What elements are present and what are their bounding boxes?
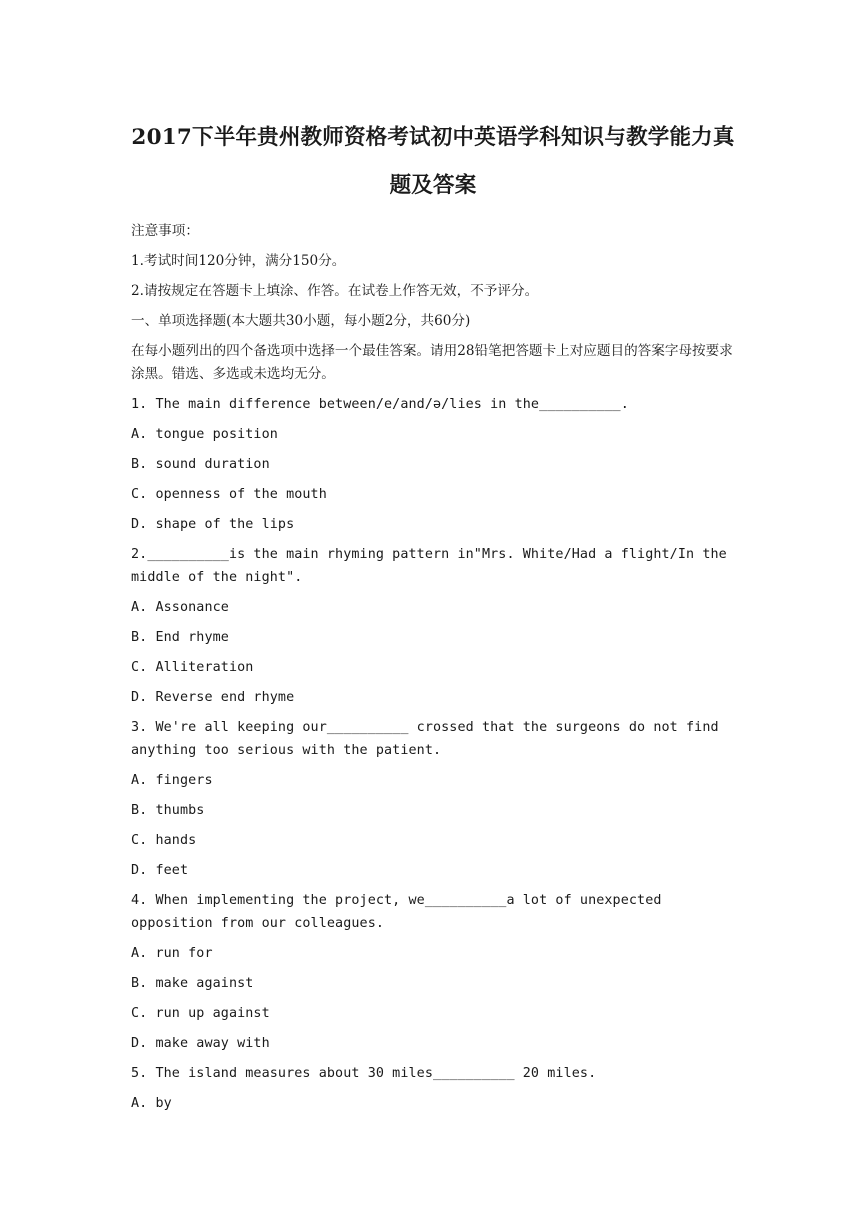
notes-heading: 注意事项：: [131, 223, 199, 239]
question-2-option-a: A. Assonance: [131, 600, 229, 615]
question-5-option-a: A. by: [131, 1096, 172, 1111]
question-4-option-b: B. make against: [131, 976, 254, 991]
question-3-option-a: A. fingers: [131, 773, 213, 788]
question-4-stem: 4. When implementing the project, we__________a lot of unexpected opposition from our colleagues.: [131, 893, 670, 931]
question-5-stem: 5. The island measures about 30 miles__________ 20 miles.: [131, 1066, 597, 1081]
question-4-option-d: D. make away with: [131, 1036, 270, 1051]
note-2: 2.请按规定在答题卡上填涂、作答。在试卷上作答无效，不予评分。: [131, 283, 539, 299]
question-1-option-a: A. tongue position: [131, 427, 278, 442]
question-1-stem: 1. The main difference between/e/and/ə/lies in the__________.: [131, 397, 629, 412]
question-3-stem: 3. We're all keeping our__________ crossed that the surgeons do not find anything too serious with the patient.: [131, 720, 727, 758]
note-1: 1.考试时间120分钟，满分150分。: [131, 253, 346, 269]
question-3-option-b: B. thumbs: [131, 803, 205, 818]
question-1-option-c: C. openness of the mouth: [131, 487, 327, 502]
document-title: 2017下半年贵州教师资格考试初中英语学科知识与教学能力真题及答案: [131, 125, 735, 198]
document-page: [131, 114, 735, 1122]
question-2-option-b: B. End rhyme: [131, 630, 229, 645]
section-instructions: 在每小题列出的四个备选项中选择一个最佳答案。请用28铅笔把答题卡上对应题目的答案字母按要求涂黑。错选、多选或未选均无分。: [131, 343, 733, 382]
question-3-option-c: C. hands: [131, 833, 197, 848]
question-1-option-d: D. shape of the lips: [131, 517, 295, 532]
question-4-option-a: A. run for: [131, 946, 213, 961]
question-2-stem: 2.__________is the main rhyming pattern in"Mrs. White/Had a flight/In the middle of the night".: [131, 547, 735, 585]
question-4-option-c: C. run up against: [131, 1006, 270, 1021]
question-2-option-d: D. Reverse end rhyme: [131, 690, 295, 705]
question-2-option-c: C. Alliteration: [131, 660, 254, 675]
question-1-option-b: B. sound duration: [131, 457, 270, 472]
question-3-option-d: D. feet: [131, 863, 189, 878]
section-heading: 一、单项选择题(本大题共30小题，每小题2分，共60分): [131, 313, 471, 329]
